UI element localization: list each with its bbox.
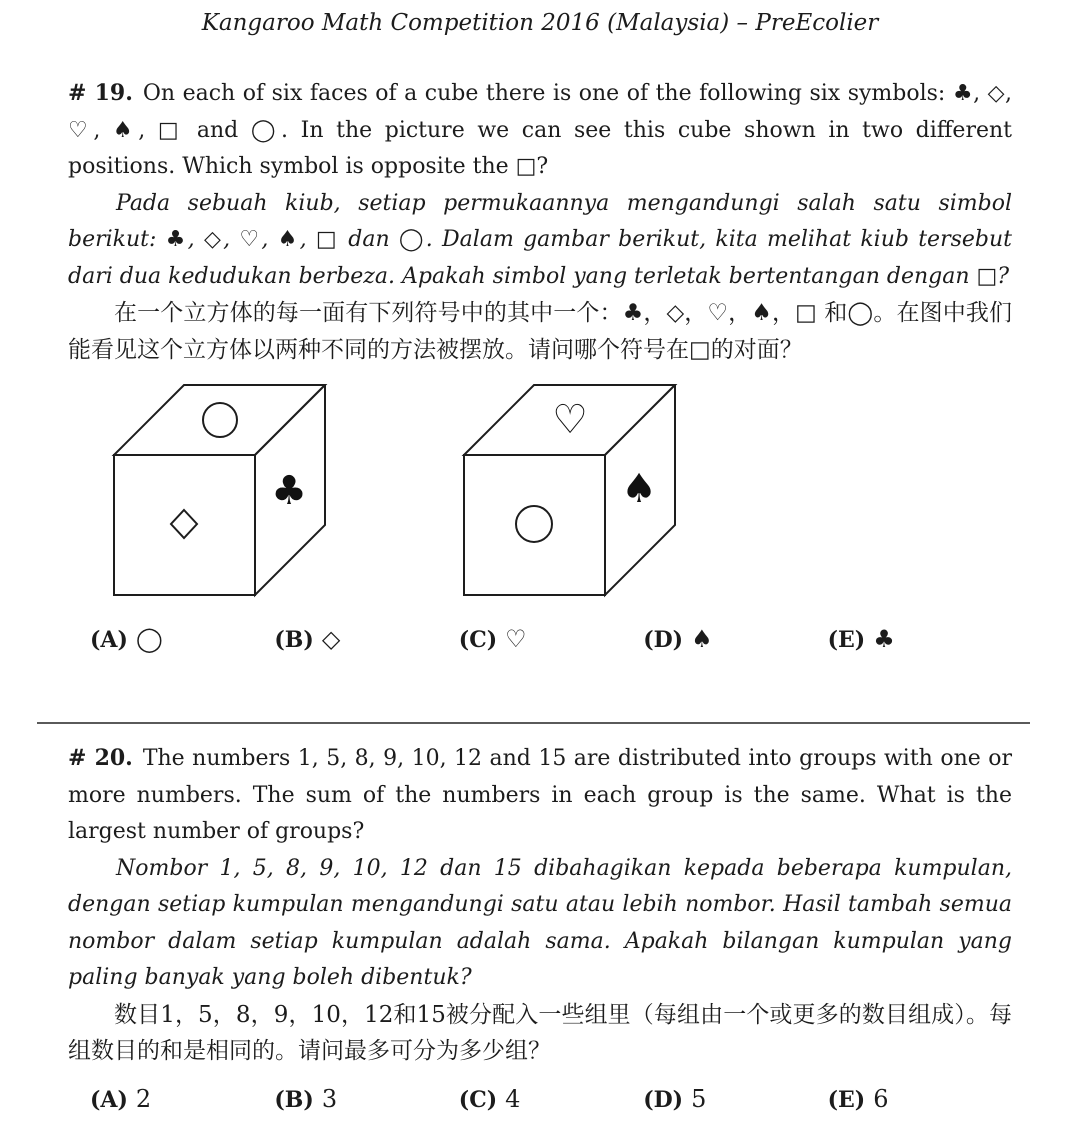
option-value: 2: [135, 1084, 152, 1113]
section-divider: [37, 722, 1030, 724]
q19-malay: Pada sebuah kiub, setiap permukaannya mengandungi salah satu simbol berikut: ♣, ◇, ♡, ♠, □ dan ◯. Dalam gambar berikut, kita melihat kiub tersebut dari dua kedudukan berbeza. Apakah simbol yang terletak bertentangan dengan □?: [68, 190, 1012, 289]
cube-figure-2: [450, 384, 710, 604]
cube2-front-face: [464, 455, 605, 595]
q20-malay: Nombor 1, 5, 8, 9, 10, 12 dan 15 dibahagikan kepada beberapa kumpulan, dengan setiap kumpulan mengandungi satu atau lebih nombor. Hasil tambah semua nombor dalam setiap kumpulan adalah sama. Apakah bilangan kumpulan yang paling banyak yang boleh dibentuk?: [68, 855, 1012, 990]
option-label: (D): [643, 1086, 684, 1113]
q20-english: [68, 740, 1012, 851]
option-20-e: [828, 1084, 1012, 1116]
q20-chinese: 数目1，5，8，9，10，12和15被分配入一些组里（每组由一个或更多的数目组成）。每组数目的和是相同的。请问最多可分为多少组？: [68, 1001, 1012, 1064]
spade-symbol: ♠: [621, 466, 657, 512]
club-symbol: ♣: [271, 468, 307, 514]
option-label: (A): [90, 1086, 128, 1113]
option-value: 3: [321, 1084, 338, 1113]
option-label: (C): [458, 1086, 498, 1113]
option-label: (B): [274, 627, 314, 653]
page-title: Kangaroo Math Competition 2016 (Malaysia) – PreEcolier: [201, 10, 879, 36]
option-19-a: [90, 624, 274, 656]
option-value: ◯: [135, 625, 163, 653]
option-19-b: [274, 624, 458, 656]
answer-options-19: [68, 624, 1012, 656]
option-19-c: [459, 624, 643, 656]
option-label: (D): [643, 627, 684, 653]
option-value: ♡: [505, 625, 527, 653]
option-label: (E): [827, 1086, 866, 1113]
q19-english: [68, 75, 1012, 186]
option-20-d: [643, 1084, 827, 1116]
q20-number: # 20.: [68, 745, 133, 771]
option-label: (B): [274, 1086, 314, 1113]
cube1-front-face: [114, 455, 255, 595]
q19-chinese: 在一个立方体的每一面有下列符号中的其中一个：♣，◇，♡，♠，□ 和◯。在图中我们能看见这个立方体以两种不同的方法被摆放。请问哪个符号在□的对面？: [68, 300, 1012, 363]
option-20-b: [274, 1084, 458, 1116]
q19-number: # 19.: [68, 80, 133, 106]
option-19-e: [828, 624, 1012, 656]
option-20-c: [459, 1084, 643, 1116]
option-label: (C): [458, 627, 498, 653]
option-value: 6: [873, 1084, 889, 1113]
option-value: 5: [691, 1084, 707, 1113]
cube-figure-1: [100, 384, 360, 604]
option-19-d: [643, 624, 827, 656]
heart-symbol: ♡: [552, 397, 588, 443]
option-value: ◇: [321, 625, 341, 653]
cube-figure-row: [0, 384, 1080, 604]
q19-english-text: On each of six faces of a cube there is one of the following six symbols: ♣, ◇, ♡, ♠, □ and ◯. In the picture we can see this cube shown in two different positions. Which symbol is opposite the □?: [68, 81, 1012, 179]
q20-english-text: The numbers 1, 5, 8, 9, 10, 12 and 15 are distributed into groups with one or more numbers. The sum of the numbers in each group is the same. What is the largest number of groups?: [68, 746, 1012, 844]
option-label: (A): [90, 627, 128, 653]
answer-options-20: [68, 1084, 1012, 1116]
option-value: 4: [505, 1084, 521, 1113]
option-value: ♣: [873, 625, 895, 653]
option-value: ♠: [691, 625, 713, 653]
option-20-a: [90, 1084, 274, 1116]
option-label: (E): [827, 627, 866, 653]
